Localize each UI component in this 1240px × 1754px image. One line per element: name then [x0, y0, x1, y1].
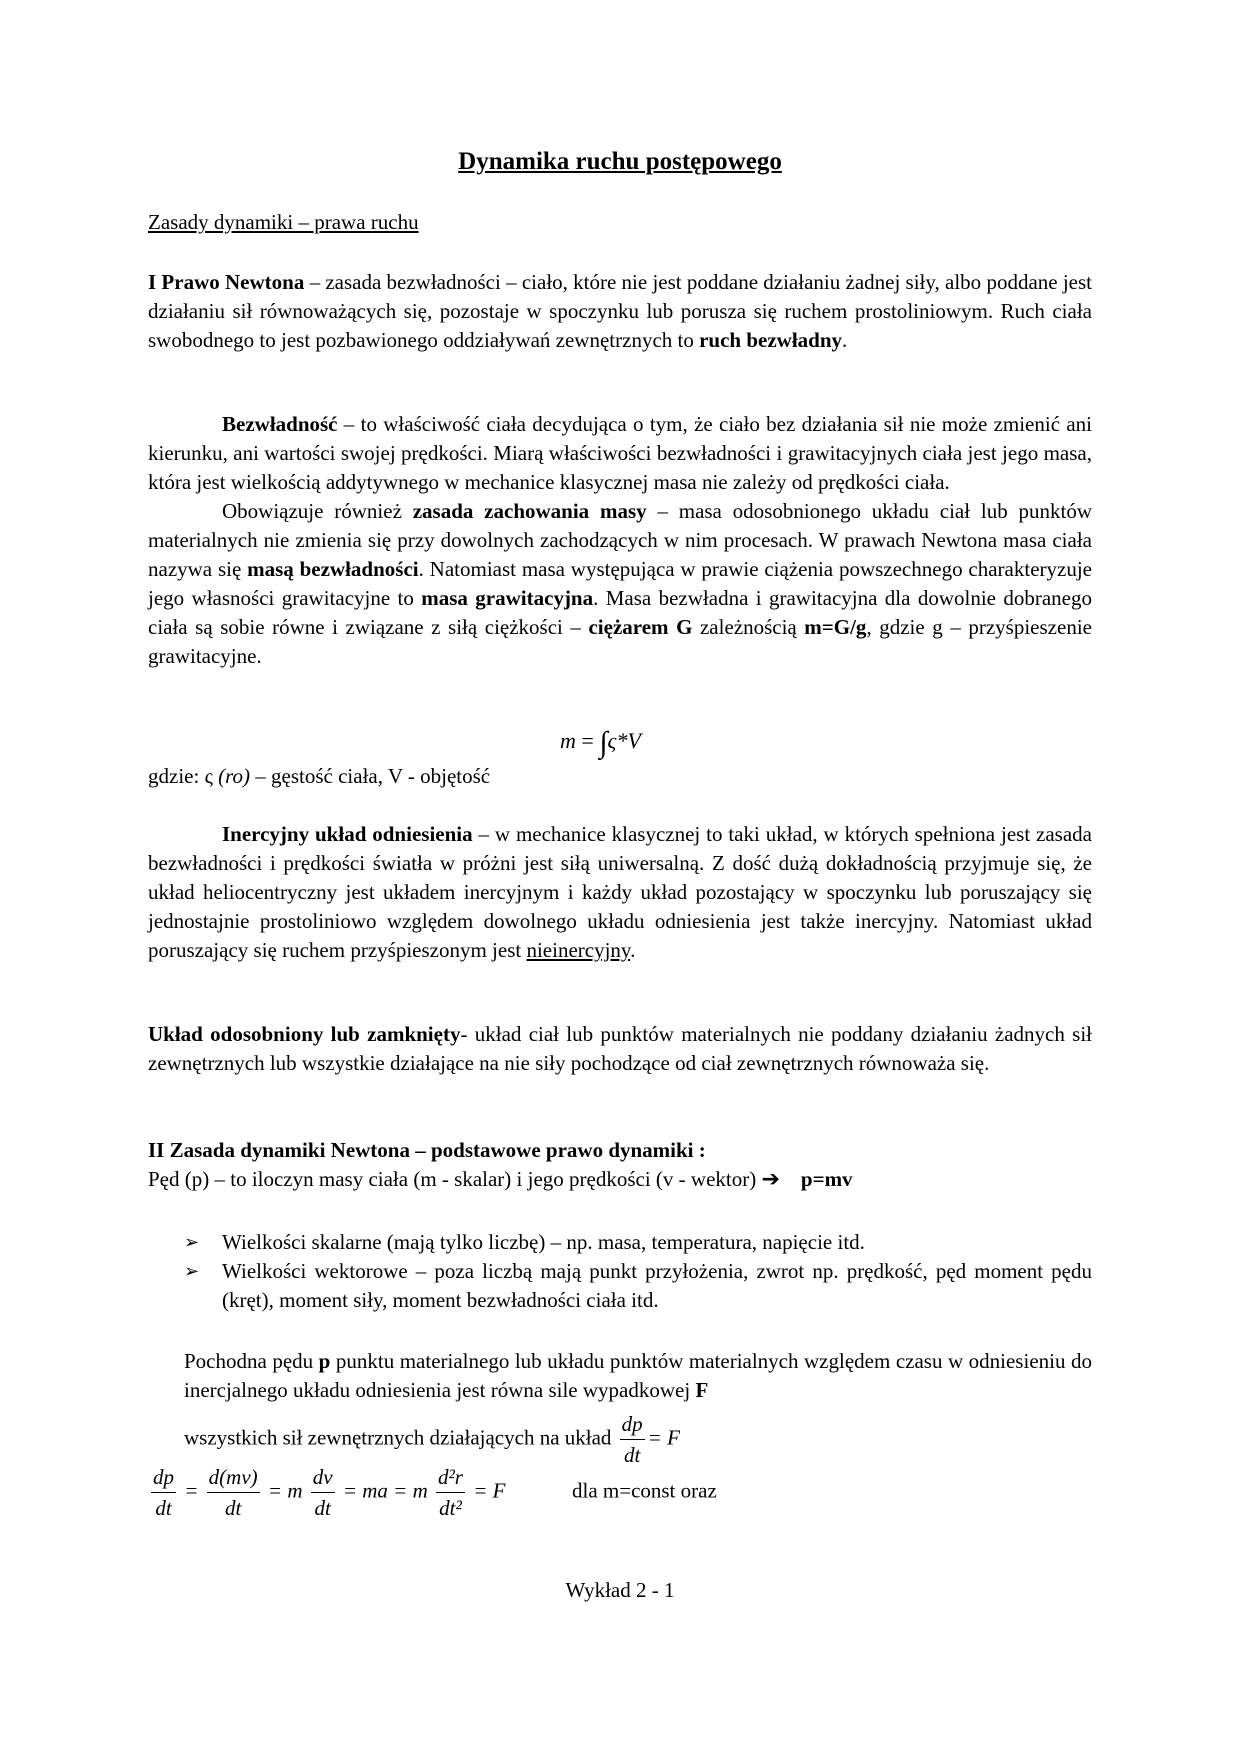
- inertial-frame-paragraph: Inercyjny układ odniesienia – w mechanice klasycznej to taki układ, w których spełniona jest zasada bezwładności i prędkości światła w próżni jest siłą uniwersalną. Z dość dużą dokładnością przyjmuje się, że układ heliocentryczny jest układem inercyjnym i każdy układ pozostający w spoczynku lub poruszający się jednostajnie prostoliniowo względem dowolnego układu odniesienia jest także inercyjny. Natomiast układ poruszający się ruchem przyśpieszonym jest nieinercyjny.: [148, 822, 1092, 962]
- page-title: Dynamika ruchu postępowego: [458, 148, 782, 175]
- isolated-system-term: Układ odosobniony lub zamknięty: [148, 1022, 461, 1046]
- arrowhead-bullet-icon: ➢: [184, 1232, 200, 1252]
- integral-symbol: ∫: [599, 726, 608, 759]
- second-law-section: II Zasada dynamiki Newtona – podstawowe prawo dynamiki : Pęd (p) – to iloczyn masy ciała (m - skalar) i jego prędkości (v - wektor) ➔ p=mv: [148, 1138, 853, 1192]
- list-item: ➢ Wielkości wektorowe – poza liczbą mają punkt przyłożenia, zwrot np. prędkość, pęd moment pędu (kręt), moment siły, moment bezwładności ciała itd.: [184, 1259, 1092, 1312]
- momentum-formula: p=mv: [800, 1167, 853, 1191]
- first-law-term: I Prawo Newtona: [148, 270, 305, 294]
- page-footer: Wykład 2 - 1: [565, 1578, 675, 1602]
- list-item: ➢ Wielkości skalarne (mają tylko liczbę) – np. masa, temperatura, napięcie itd.: [148, 1228, 1092, 1257]
- mass-conservation-paragraph: Obowiązuje również zasada zachowania masy – masa odosobnionego układu ciał lub punktów materialnych nie zmienia się przy dowolnych zachodzących w nim procesach. W prawach Newtona masa ciała nazywa się masą bezwładności. Natomiast masa występująca w prawie ciążenia powszechnego charakteryzuje jego własności grawitacyjne to masa grawitacyjna. Masa bezwładna i grawitacyjna dla dowolnie dobranego ciała są sobie równe i związane z siłą ciężkości – ciężarem G zależnością m=G/g, gdzie g – przyśpieszenie grawitacyjne.: [148, 499, 1092, 668]
- arrow-right-icon: ➔: [761, 1167, 780, 1192]
- dp-dt-fraction: $\frac{dp}{dt}$: [620, 1409, 645, 1470]
- newton-second-law-equation: $\frac{dp}{dt}$ = $\frac{d(mv)}{dt}$ = m $\frac{dv}{dt}$ = ma = m $\frac{\text{d²r}}{\text{dt²}}$ = F dla m=const oraz: [148, 1462, 717, 1523]
- arrowhead-bullet-icon: ➢: [184, 1261, 200, 1281]
- quantity-types-list: [148, 1228, 1092, 1315]
- isolated-system-paragraph: Układ odosobniony lub zamknięty- układ ciał lub punktów materialnych nie poddany działaniu żadnych sił zewnętrznych lub wszystkie działające na nie siły pochodzące od ciał zewnętrznych równoważa się.: [148, 1022, 1092, 1075]
- second-law-heading: II Zasada dynamiki Newtona – podstawowe prawo dynamiki :: [148, 1138, 706, 1162]
- first-law-paragraph: I Prawo Newtona – zasada bezwładności – ciało, które nie jest poddane działaniu żadnej siły, albo poddane jest działaniu sił równoważących się, pozostaje w spoczynku lub porusza się ruchem prostoliniowym. Ruch ciała swobodnego to jest pozbawionego oddziaływań zewnętrznych to ruch bezwładny.: [148, 270, 1092, 352]
- rho-symbol: ς: [204, 764, 213, 788]
- derivative-paragraph: Pochodna pędu p punktu materialnego lub układu punktów materialnych względem czasu w odniesieniu do inercjalnego układu odniesienia jest równa sile wypadkowej F wszystkich sił zewnętrznych działających na układ $\frac{dp}{dt}$ = F: [184, 1347, 1092, 1470]
- equation-note: dla m=const oraz: [571, 1478, 717, 1503]
- inertial-frame-term: Inercyjny układ odniesienia: [222, 822, 473, 846]
- inertia-term: Bezwładność: [222, 412, 338, 436]
- density-definition: gdzie: ς (ro) – gęstość ciała, V - objętość: [148, 764, 491, 788]
- inertia-paragraph: Bezwładność – to właściwość ciała decydująca o tym, że ciało bez działania sił nie może zmienić ani kierunku, ani wartości swojej prędkości. Miarą właściwości bezwładności i grawitacyjnych ciała jest jego masa, która jest wielkością addytywnego w mechanice klasycznej masa nie zależy od prędkości ciała. Obowiązuje również zasada zachowania masy – masa odosobnionego układu ciał lub punktów materialnych nie zmienia się przy dowolnych zachodzących w nim procesach. W prawach Newtona masa ciała nazywa się masą bezwładności. Natomiast masa występująca w prawie ciążenia powszechnego charakteryzuje jego własności grawitacyjne to masa grawitacyjna. Masa bezwładna i grawitacyjna dla dowolnie dobranego ciała są sobie równe i związane z siłą ciężkości – ciężarem G zależnością m=G/g, gdzie g – przyśpieszenie grawitacyjne.: [148, 410, 1092, 671]
- mass-integral-formula: m = ∫ς*V: [560, 726, 641, 759]
- subheading: Zasady dynamiki – prawa ruchu: [148, 210, 419, 234]
